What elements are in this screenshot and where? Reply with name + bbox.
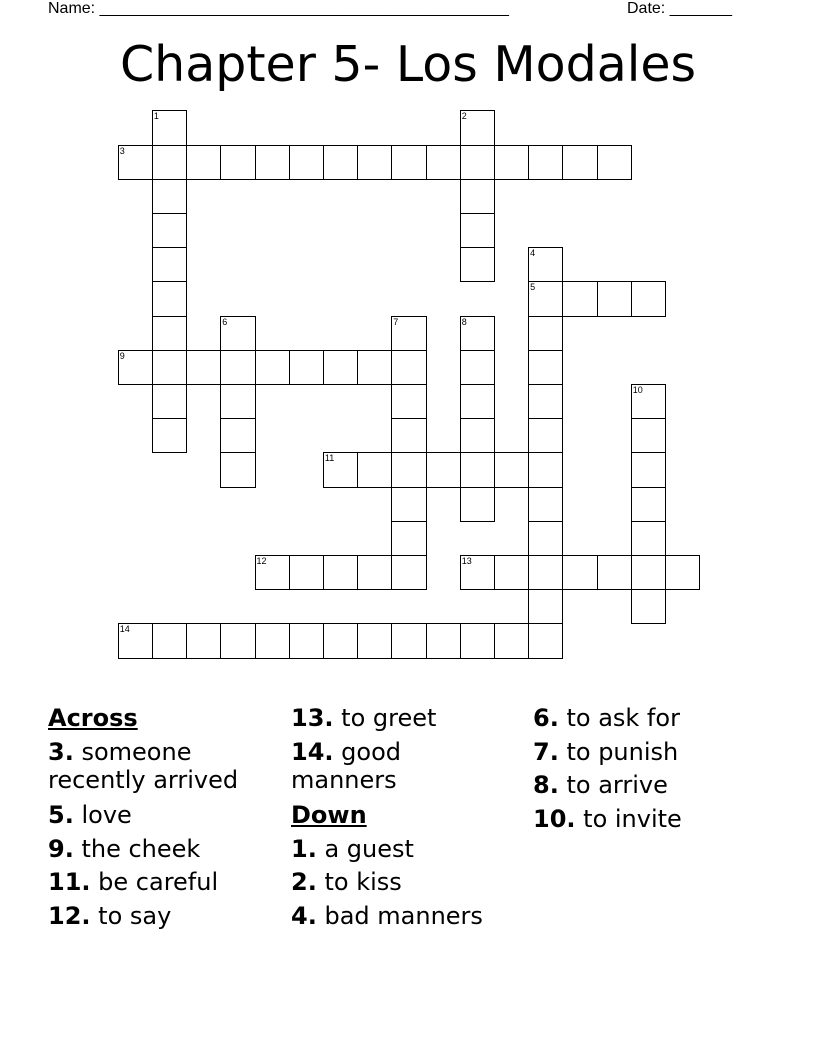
grid-cell[interactable] [631, 452, 666, 487]
clue-down-7: 7. to punish [533, 737, 679, 766]
grid-cell[interactable] [220, 145, 255, 180]
clue-number: 13 [461, 556, 472, 566]
grid-cell[interactable] [323, 452, 358, 487]
grid-cell[interactable] [597, 145, 632, 180]
grid-cell[interactable] [220, 623, 255, 658]
clue-number: 9 [119, 350, 125, 361]
grid-cell[interactable] [152, 350, 187, 385]
grid-cell[interactable] [391, 145, 426, 180]
grid-cell[interactable] [289, 623, 324, 658]
grid-cell[interactable] [323, 555, 358, 590]
grid-cell[interactable] [528, 350, 563, 385]
grid-cell[interactable] [597, 555, 632, 590]
grid-cell[interactable] [460, 384, 495, 419]
grid-cell[interactable] [494, 555, 529, 590]
grid-cell[interactable] [528, 555, 563, 590]
grid-cell[interactable] [631, 384, 666, 419]
grid-cell[interactable] [460, 555, 495, 590]
grid-cell[interactable] [631, 521, 666, 556]
page-title: Chapter 5- Los Modales [119, 36, 697, 93]
grid-cell[interactable] [152, 213, 187, 248]
clue-across-13: 13. to greet [291, 704, 437, 732]
grid-cell[interactable] [118, 350, 153, 385]
clue-number: 3 [119, 145, 125, 156]
down-heading: Down [291, 801, 367, 829]
grid-cell[interactable] [631, 418, 666, 453]
clue-number: 1 [153, 111, 159, 122]
grid-cell[interactable] [597, 281, 632, 316]
clue-column-1 [48, 702, 263, 933]
clue-number: 8 [461, 316, 467, 327]
date-line[interactable]: Date: _______ [627, 0, 732, 17]
clue-number: 6 [222, 316, 228, 327]
grid-cell[interactable] [391, 384, 426, 419]
grid-cell[interactable] [220, 384, 255, 419]
grid-cell[interactable] [460, 145, 495, 180]
grid-cell[interactable] [255, 350, 290, 385]
clue-across-14: 14. good manners [291, 737, 401, 794]
grid-cell[interactable] [460, 110, 495, 145]
name-line[interactable]: Name: ______________________________________________ [48, 0, 509, 17]
grid-cell[interactable] [391, 350, 426, 385]
grid-cell[interactable] [460, 179, 495, 214]
grid-cell[interactable] [323, 145, 358, 180]
grid-cell[interactable] [631, 487, 666, 522]
grid-cell[interactable] [289, 555, 324, 590]
clue-number: 2 [461, 111, 467, 122]
grid-cell[interactable] [255, 555, 290, 590]
grid-cell[interactable] [460, 247, 495, 282]
clue-across-5: 5. love [48, 801, 132, 829]
clue-column-3 [533, 702, 748, 836]
grid-cell[interactable] [152, 179, 187, 214]
grid-cell[interactable] [528, 521, 563, 556]
grid-cell[interactable] [391, 452, 426, 487]
grid-cell[interactable] [357, 555, 392, 590]
grid-cell[interactable] [562, 145, 597, 180]
grid-cell[interactable] [289, 145, 324, 180]
grid-cell[interactable] [357, 145, 392, 180]
clue-column-2 [291, 702, 506, 933]
clue-down-1: 1. a guest [291, 834, 414, 863]
clue-down-10: 10. to invite [533, 804, 682, 833]
grid-cell[interactable] [391, 418, 426, 453]
grid-cell[interactable] [528, 452, 563, 487]
clue-across-11: 11. be careful [48, 868, 219, 896]
grid-cell[interactable] [118, 623, 153, 658]
clue-across-3: 3. someone recently arrived [48, 737, 239, 794]
clue-number: 14 [119, 624, 130, 635]
grid-cell[interactable] [426, 623, 461, 658]
grid-cell[interactable] [391, 316, 426, 351]
clue-number: 7 [393, 316, 399, 327]
grid-cell[interactable] [152, 316, 187, 351]
grid-cell[interactable] [631, 555, 666, 590]
grid-cell[interactable] [152, 145, 187, 180]
clue-number: 11 [324, 453, 335, 464]
grid-cell[interactable] [460, 487, 495, 522]
grid-cell[interactable] [323, 350, 358, 385]
grid-cell[interactable] [152, 384, 187, 419]
grid-cell[interactable] [391, 623, 426, 658]
across-heading: Across [48, 704, 138, 732]
grid-cell[interactable] [528, 316, 563, 351]
grid-cell[interactable] [460, 350, 495, 385]
grid-cell[interactable] [562, 281, 597, 316]
grid-cell[interactable] [220, 316, 255, 351]
grid-cell[interactable] [494, 623, 529, 658]
grid-cell[interactable] [118, 145, 153, 180]
clue-down-6: 6. to ask for [533, 704, 680, 732]
grid-cell[interactable] [460, 452, 495, 487]
clue-number: 5 [530, 282, 536, 293]
clue-number: 10 [632, 385, 643, 395]
grid-cell[interactable] [152, 281, 187, 316]
grid-cell[interactable] [426, 145, 461, 180]
grid-cell[interactable] [186, 623, 221, 658]
grid-cell[interactable] [186, 350, 221, 385]
clue-number: 4 [530, 248, 536, 259]
clue-across-12: 12. to say [48, 901, 172, 930]
grid-cell[interactable] [528, 145, 563, 180]
grid-cell[interactable] [631, 281, 666, 316]
clue-down-2: 2. to kiss [291, 868, 402, 896]
grid-cell[interactable] [562, 555, 597, 590]
grid-cell[interactable] [426, 452, 461, 487]
grid-cell[interactable] [528, 247, 563, 282]
grid-cell[interactable] [152, 247, 187, 282]
grid-cell[interactable] [528, 487, 563, 522]
grid-cell[interactable] [665, 555, 700, 590]
grid-cell[interactable] [494, 452, 529, 487]
grid-cell[interactable] [391, 487, 426, 522]
clue-down-8: 8. to arrive [533, 771, 668, 799]
grid-cell[interactable] [528, 589, 563, 624]
grid-cell[interactable] [460, 316, 495, 351]
grid-cell[interactable] [528, 623, 563, 658]
grid-cell[interactable] [357, 452, 392, 487]
grid-cell[interactable] [220, 452, 255, 487]
grid-cell[interactable] [152, 418, 187, 453]
grid-cell[interactable] [528, 384, 563, 419]
grid-cell[interactable] [391, 521, 426, 556]
grid-cell[interactable] [323, 623, 358, 658]
grid-cell[interactable] [255, 623, 290, 658]
grid-cell[interactable] [357, 350, 392, 385]
grid-cell[interactable] [460, 623, 495, 658]
grid-cell[interactable] [631, 589, 666, 624]
grid-cell[interactable] [494, 145, 529, 180]
grid-cell[interactable] [152, 623, 187, 658]
grid-cell[interactable] [460, 213, 495, 248]
grid-cell[interactable] [289, 350, 324, 385]
clue-down-4: 4. bad manners [291, 901, 483, 930]
grid-cell[interactable] [528, 281, 563, 316]
grid-cell[interactable] [357, 623, 392, 658]
grid-cell[interactable] [460, 418, 495, 453]
grid-cell[interactable] [391, 555, 426, 590]
clue-number: 12 [256, 556, 267, 566]
grid-cell[interactable] [220, 418, 255, 453]
grid-cell[interactable] [152, 110, 187, 145]
grid-cell[interactable] [255, 145, 290, 180]
grid-cell[interactable] [528, 418, 563, 453]
grid-cell[interactable] [220, 350, 255, 385]
clue-across-9: 9. the cheek [48, 834, 201, 863]
grid-cell[interactable] [186, 145, 221, 180]
